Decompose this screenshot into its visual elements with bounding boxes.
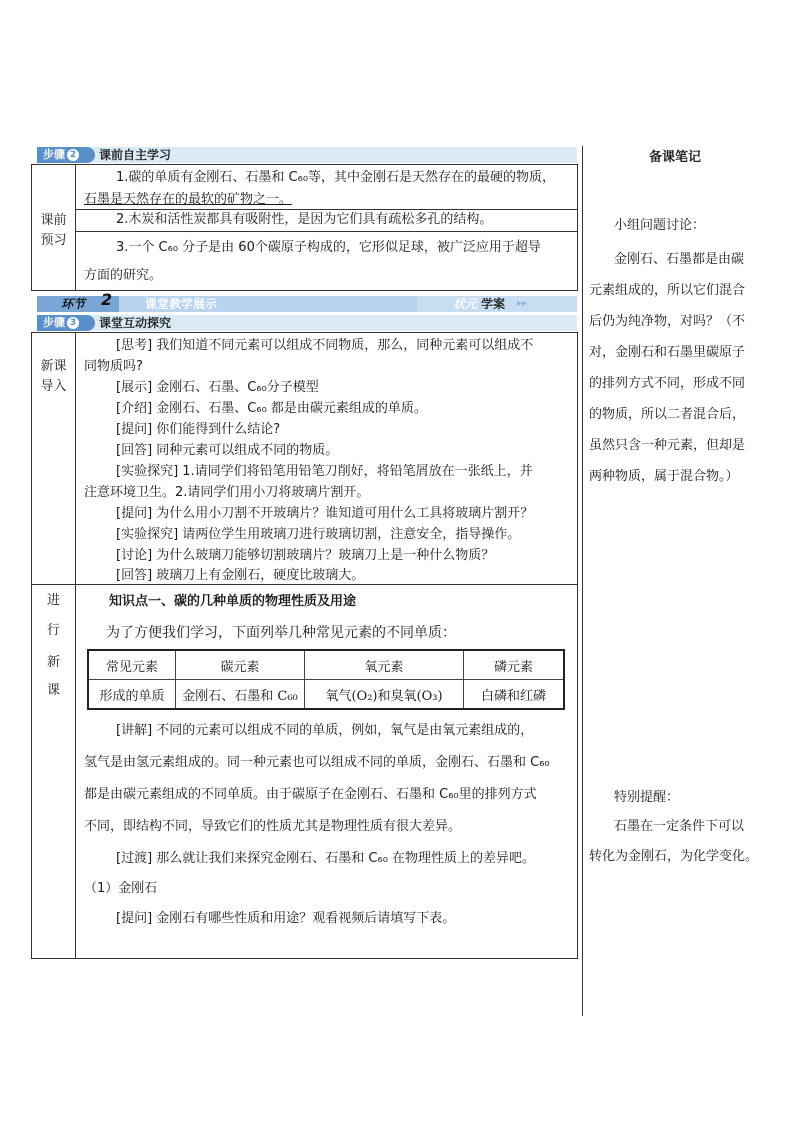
intro-line: [实验探究] 1.请同学们将铅笔用铅笔刀削好，将铅笔屑放在一张纸上，并	[116, 464, 533, 479]
lesson-label: 行	[46, 623, 60, 638]
note-line: 元素组成的，所以它们混合	[589, 283, 746, 298]
intro-paragraph: 为了方便我们学习，下面列举几种常见元素的不同单质：	[106, 625, 456, 641]
note-line: 两种物质，属于混合物。）	[589, 469, 739, 484]
table-cell: 形成的单质	[88, 680, 176, 710]
intro-line: [提问] 你们能得到什么结论?	[116, 422, 281, 437]
table-cell: 金刚石、石墨和 C₆₀	[176, 680, 305, 710]
preview-item3-a: 3.一个 C₆₀ 分子是由 60个碳原子构成的，它形似足球，被广泛应用于超导	[116, 240, 541, 255]
intro-line: [思考] 我们知道不同元素可以组成不同物质，那么，同种元素可以组成不	[116, 338, 534, 353]
note-line: 的物质，所以二者混合后，	[589, 407, 746, 422]
transition-line: [过渡] 那么就让我们来探究金刚石、石墨和 C₆₀ 在物理性质上的差异吧。	[116, 851, 536, 866]
explain-line: 氢气是由氢元素组成的。同一种元素也可以组成不同的单质，金刚石、石墨和 C₆₀	[84, 755, 550, 770]
elements-table	[87, 649, 565, 710]
note-line: 后仍为纯净物，对吗？（不	[589, 314, 746, 329]
explain-line: [讲解] 不同的元素可以组成不同的单质，例如，氧气是由氧元素组成的，	[116, 723, 534, 738]
table-row	[88, 650, 564, 680]
intro-line: 注意环境卫生。2.请同学们用小刀将玻璃片割开。	[84, 485, 370, 500]
table-cell: 磷元素	[464, 650, 565, 680]
lesson-label: 课	[46, 683, 60, 698]
subheading-diamond: （1）金刚石	[84, 881, 158, 896]
brand-area	[417, 296, 577, 312]
step-number: 3	[67, 317, 79, 329]
section-title: 课堂互动探究	[99, 316, 172, 330]
explain-line: 不同，即结构不同，导致它们的性质尤其是物理性质有很大差异。	[84, 819, 462, 834]
preview-item3-b: 方面的研究。	[84, 268, 163, 283]
preview-box	[31, 164, 578, 291]
knowledge-heading: 知识点一、碳的几种单质的物理性质及用途	[109, 594, 357, 609]
table-cell: 白磷和红磷	[464, 680, 565, 710]
lesson-label: 新	[46, 655, 60, 670]
note-line: 对，金刚石和石墨里碳原子	[589, 345, 746, 360]
intro-box	[31, 332, 578, 585]
group-discussion-title: 小组问题讨论：	[614, 218, 706, 233]
question-line: [提问] 金刚石有哪些性质和用途？观看视频后请填写下表。	[116, 911, 456, 926]
intro-line: [提问] 为什么用小刀割不开玻璃片？谁知道可用什么工具将玻璃片割开？	[116, 506, 534, 521]
preview-label-1: 课前	[40, 213, 67, 228]
intro-line: [回答] 玻璃刀上有金刚石，硬度比玻璃大。	[116, 568, 365, 583]
note-line: 的排列方式不同，形成不同	[589, 376, 746, 391]
arrow-icon: ▸▸	[517, 298, 528, 309]
table-cell: 碳元素	[176, 650, 305, 680]
step-badge: 步骤 2	[37, 147, 95, 163]
huanjie-number: 2	[101, 290, 113, 309]
lesson-label: 进	[46, 593, 60, 608]
explain-line: 都是由碳元素组成的不同单质。由于碳原子在金刚石、石墨和 C₆₀里的排列方式	[84, 787, 537, 802]
intro-line: 同物质吗?	[84, 359, 143, 374]
intro-label-2: 导入	[40, 379, 67, 394]
huanjie-banner	[37, 290, 577, 312]
table-cell: 常见元素	[88, 650, 176, 680]
table-cell: 氧元素	[305, 650, 464, 680]
section-title: 课前自主学习	[99, 148, 172, 162]
intro-label-1: 新课	[40, 359, 67, 374]
preview-item2: 2.木炭和活性炭都具有吸附性，是因为它们具有疏松多孔的结构。	[116, 212, 493, 227]
table-row	[88, 680, 564, 710]
huanjie-tag: 环节 2	[37, 296, 123, 312]
intro-line: [回答] 同种元素可以组成不同的物质。	[116, 443, 339, 458]
special-reminder-title: 特别提醒：	[614, 790, 680, 805]
step-badge: 步骤 3	[37, 315, 95, 331]
preview-item1-b: 石墨是天然存在的最软的矿物之一。	[84, 192, 293, 207]
preview-item1-a: 1.碳的单质有金刚石、石墨和 C₆₀等，其中金刚石是天然存在的最硬的物质，	[116, 170, 556, 185]
new-lesson-box	[31, 584, 578, 959]
brand-suffix: 学案	[481, 297, 506, 311]
reminder-line: 石墨在一定条件下可以	[614, 819, 745, 834]
step3-banner	[37, 315, 577, 331]
table-cell: 氧气(O₂)和臭氧(O₃)	[305, 680, 464, 710]
note-line: 金刚石、石墨都是由碳	[614, 252, 745, 267]
intro-line: [讨论] 为什么玻璃刀能够切割玻璃片？玻璃刀上是一种什么物质？	[116, 548, 495, 563]
note-line: 虽然只含一种元素，但却是	[589, 438, 746, 453]
intro-line: [展示] 金刚石、石墨、C₆₀分子模型	[116, 380, 319, 395]
divider	[75, 231, 577, 232]
reminder-line: 转化为金刚石，为化学变化。	[589, 849, 759, 864]
brand-name: 状元	[453, 297, 478, 311]
notes-divider	[582, 146, 583, 1016]
intro-line: [介绍] 金刚石、石墨、C₆₀ 都是由碳元素组成的单质。	[116, 401, 427, 416]
intro-line: [实验探究] 请两位学生用玻璃刀进行玻璃切割，注意安全，指导操作。	[116, 527, 521, 542]
notes-title: 备课笔记	[648, 150, 701, 165]
step-number: 2	[67, 149, 79, 161]
huanjie-title: 课堂教学展示	[119, 296, 419, 312]
preview-label-2: 预习	[40, 233, 67, 248]
step2-banner	[37, 147, 577, 163]
